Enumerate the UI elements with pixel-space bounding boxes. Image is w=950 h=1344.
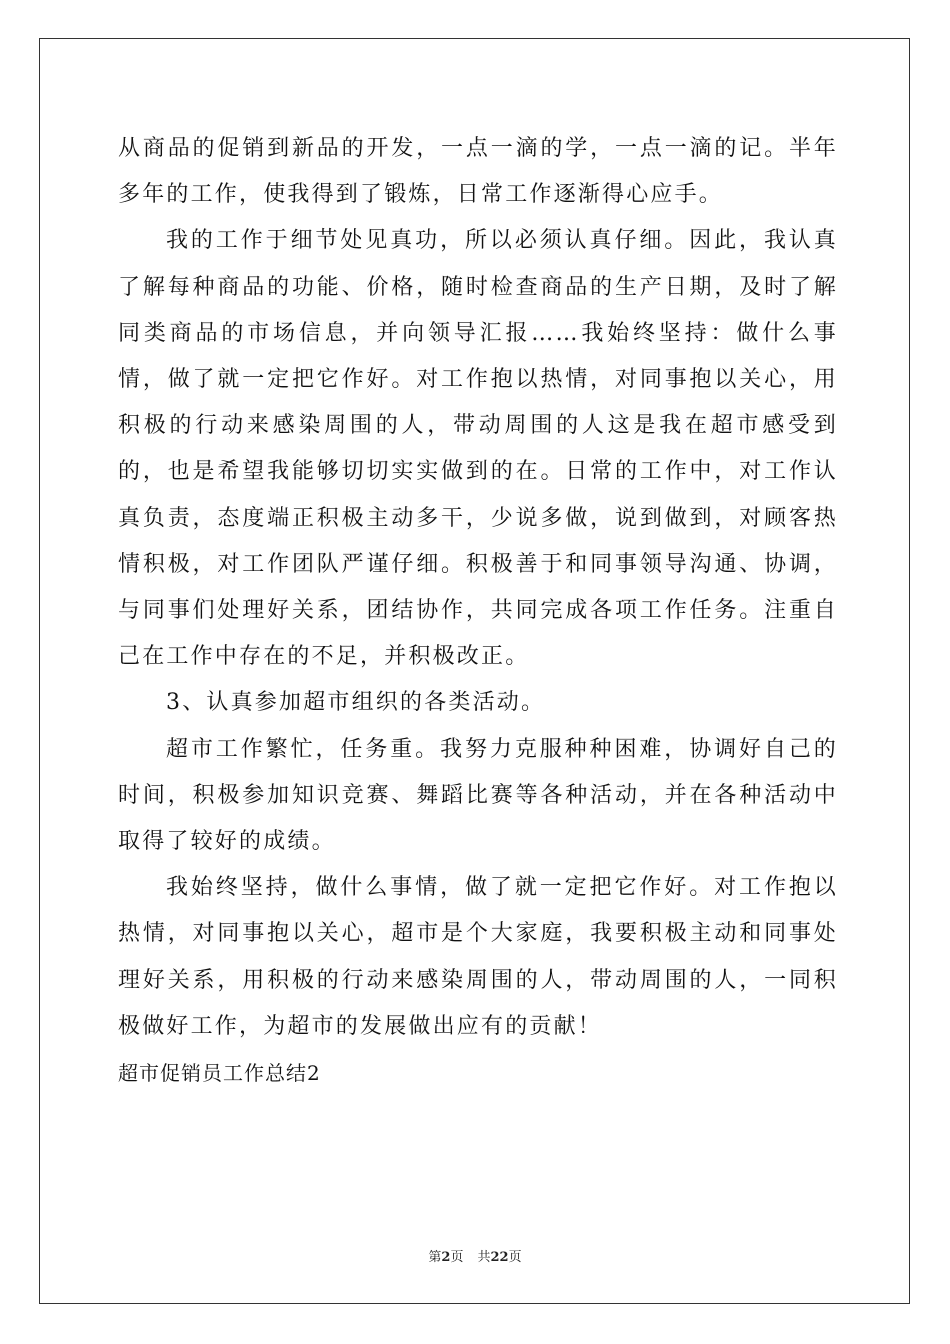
page-total: 22 [490, 1250, 509, 1265]
section-heading: 超市促销员工作总结2 [118, 1061, 321, 1086]
paragraph-work-details: 我的工作于细节处见真功，所以必须认真仔细。因此，我认真了解每种商品的功能、价格，随时检查商品的生产日期，及时了解同类商品的市场信息，并向领导汇报……我始终坚持：做什么事情，做了就一定把它作好。对工作抱以热情，对同事抱以关心，用积极的行动来感染周围的人，带动周围的人这是我在超市感受到的，也是希望我能够切切实实做到的在。日常的工作中，对工作认真负责，态度端正积极主动多干，少说多做，说到做到，对顾客热情积极，对工作团队严谨仔细。积极善于和同事领导沟通、协调，与同事们处理好关系，团结协作，共同完成各项工作任务。注重自己在工作中存在的不足，并积极改正。 [118, 228, 838, 670]
paragraph-activities: 超市工作繁忙，任务重。我努力克服种种困难，协调好自己的时间，积极参加知识竞赛、舞蹈比赛等各种活动，并在各种活动中取得了较好的成绩。 [118, 736, 838, 855]
page-footer [0, 1246, 950, 1265]
page-suffix: 页 [450, 1250, 464, 1265]
page-current: 2 [441, 1250, 451, 1265]
total-prefix: 共 [477, 1250, 491, 1265]
paragraph-continuation: 从商品的促销到新品的开发，一点一滴的学，一点一滴的记。半年多年的工作，使我得到了锻炼，日常工作逐渐得心应手。 [118, 136, 838, 208]
total-suffix: 页 [508, 1250, 522, 1265]
paragraph-commitment: 我始终坚持，做什么事情，做了就一定把它作好。对工作抱以热情，对同事抱以关心，超市是个大家庭，我要积极主动和同事处理好关系，用积极的行动来感染周围的人，带动周围的人，一同积极做好工作，为超市的发展做出应有的贡献！ [118, 875, 838, 1039]
document-body [118, 126, 838, 1096]
page-prefix: 第 [428, 1250, 442, 1265]
paragraph-section-3: 3、认真参加超市组织的各类活动。 [166, 690, 546, 716]
